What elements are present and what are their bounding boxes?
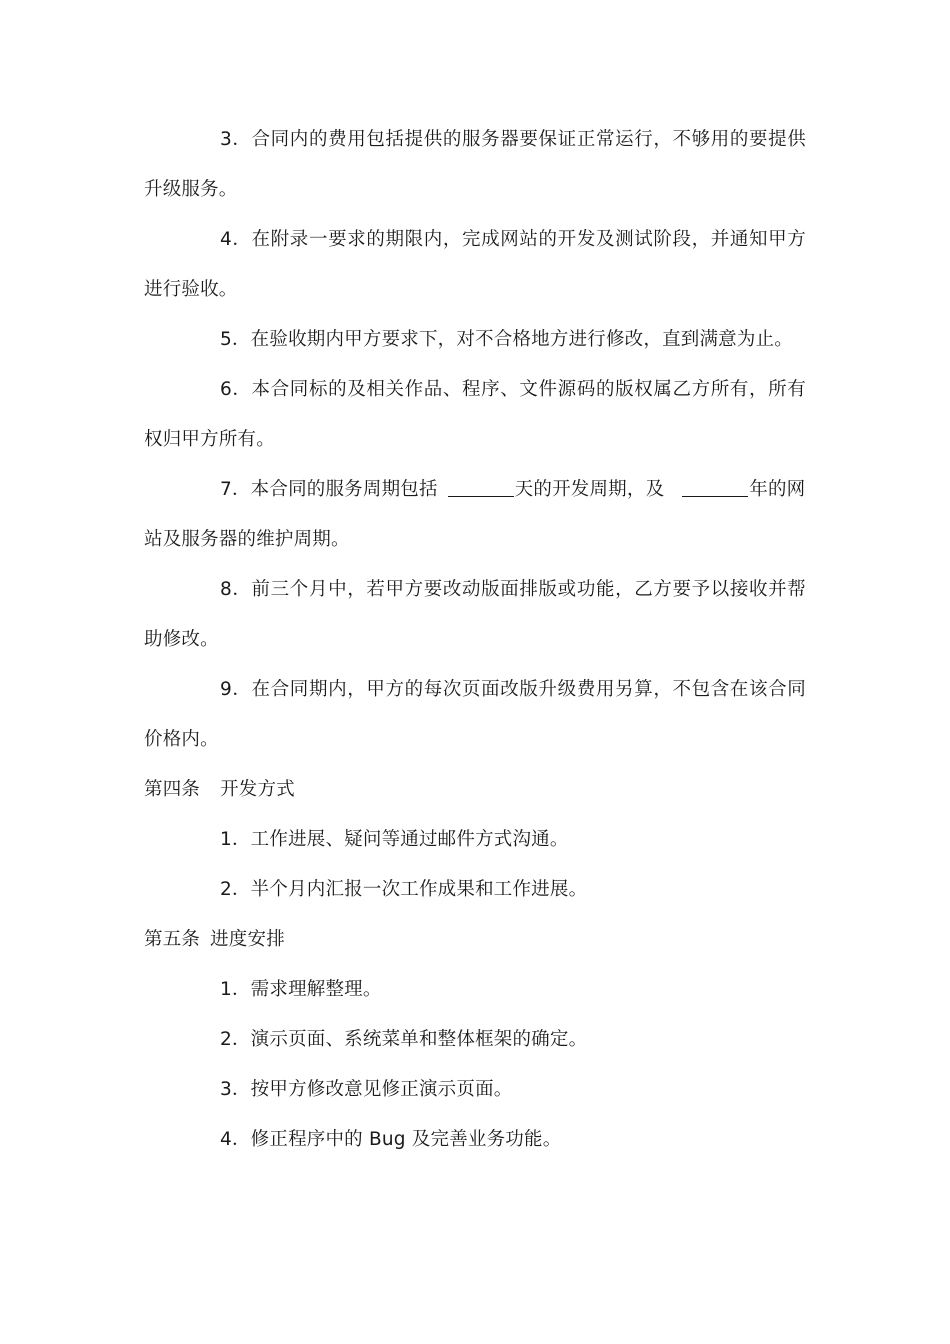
clause-5-line-1: 5．在验收期内甲方要求下，对不合格地方进行修改，直到满意为止。 — [220, 329, 793, 350]
article-4-heading — [144, 777, 806, 803]
clause-8-line-2: 助修改。 — [144, 629, 219, 650]
article-4-label: 第四条 — [144, 779, 201, 800]
clause-7-text-b: 天的开发周期，及 — [514, 479, 665, 500]
article-5-title: 进度安排 — [210, 929, 285, 950]
article-5-label: 第五条 — [144, 929, 201, 950]
maintenance-years-blank — [682, 478, 748, 497]
article-5-item-1: 1．需求理解整理。 — [220, 979, 382, 1000]
clause-6-line-1: 6．本合同标的及相关作品、程序、文件源码的版权属乙方所有，所有 — [220, 379, 806, 400]
clause-4-line-1: 4．在附录一要求的期限内，完成网站的开发及测试阶段，并通知甲方 — [220, 229, 806, 250]
article-4-title: 开发方式 — [220, 779, 295, 800]
clause-3-line-1: 3．合同内的费用包括提供的服务器要保证正常运行，不够用的要提供 — [220, 129, 806, 150]
article-5-heading — [144, 927, 806, 953]
article-5-item-2: 2．演示页面、系统菜单和整体框架的确定。 — [220, 1029, 588, 1050]
clause-9-line-1: 9．在合同期内，甲方的每次页面改版升级费用另算，不包含在该合同 — [220, 679, 806, 700]
clause-7-line-1 — [220, 477, 806, 503]
dev-days-blank — [448, 478, 514, 497]
article-5-item-3: 3．按甲方修改意见修正演示页面。 — [220, 1079, 513, 1100]
article-4-item-1: 1．工作进展、疑问等通过邮件方式沟通。 — [220, 829, 569, 850]
clause-8-line-1: 8．前三个月中，若甲方要改动版面排版或功能，乙方要予以接收并帮 — [220, 579, 806, 600]
clause-7-text-a: 7．本合同的服务周期包括 — [220, 479, 438, 500]
clause-4-line-2: 进行验收。 — [144, 279, 238, 300]
clause-6-line-2: 权归甲方所有。 — [144, 429, 275, 450]
article-4-item-2: 2．半个月内汇报一次工作成果和工作进展。 — [220, 879, 588, 900]
clause-3-line-2: 升级服务。 — [144, 179, 238, 200]
article-5-item-4: 4．修正程序中的 Bug 及完善业务功能。 — [220, 1129, 562, 1150]
clause-9-line-2: 价格内。 — [144, 729, 219, 750]
clause-7-text-c: 年的网 — [749, 479, 806, 500]
clause-7-line-2: 站及服务器的维护周期。 — [144, 529, 350, 550]
